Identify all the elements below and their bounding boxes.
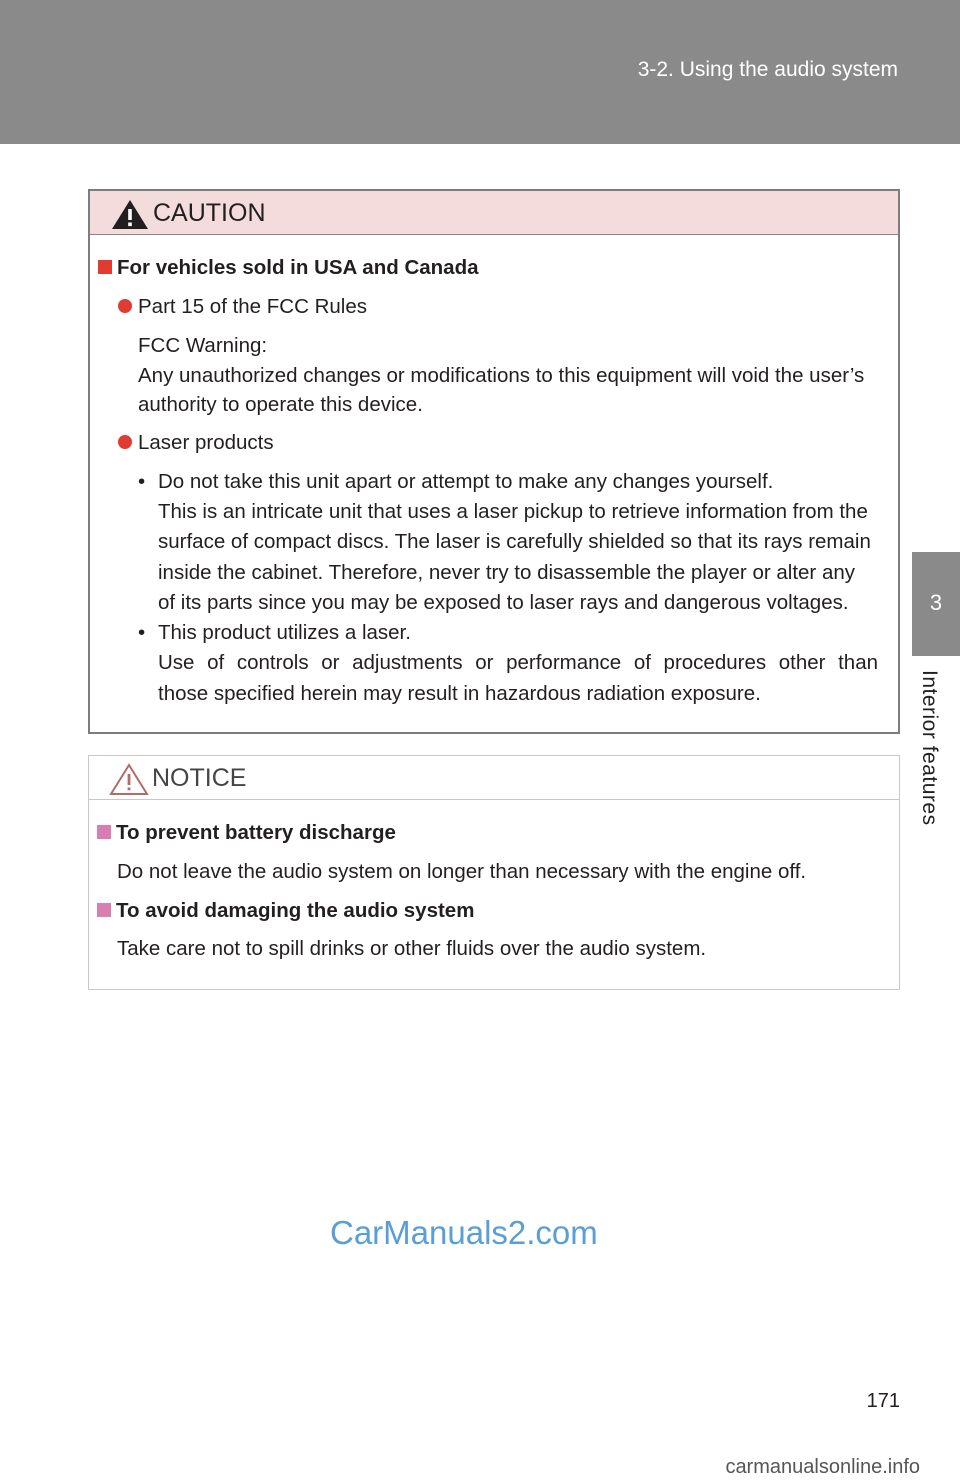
square-marker-icon <box>98 260 112 274</box>
laser-bullet-text: inside the cabinet. Therefore, never try to disassemble the player or alter any <box>158 561 855 584</box>
warning-triangle-outline-icon <box>109 762 149 796</box>
section-title: 3-2. Using the audio system <box>637 58 898 81</box>
bullet-dot-icon <box>118 299 132 313</box>
notice-text: Do not leave the audio system on longer than necessary with the engine off. <box>117 860 807 883</box>
fcc-warning-text: authority to operate this device. <box>138 393 423 416</box>
laser-bullet-text: This product utilizes a laser. <box>158 621 411 644</box>
caution-section-heading: For vehicles sold in USA and Canada <box>98 253 479 283</box>
notice-label: NOTICE <box>152 764 247 792</box>
laser-bullet-text: surface of compact discs. The laser is carefully shielded so that its rays remain <box>158 530 871 553</box>
footer-watermark: carmanualsonline.info <box>725 1456 920 1478</box>
caution-box <box>88 189 900 734</box>
caution-header <box>90 191 898 235</box>
notice-text: Take care not to spill drinks or other fluids over the audio system. <box>117 937 707 960</box>
notice-section-heading: To avoid damaging the audio system <box>97 896 474 926</box>
page-header <box>0 0 960 144</box>
watermark-text: CarManuals2.com <box>330 1214 598 1251</box>
laser-bullet-text: Use of controls or adjustments or performance of procedures other than <box>158 651 878 674</box>
notice-box <box>88 755 900 990</box>
chapter-number: 3 <box>929 590 943 615</box>
laser-bullet-text: of its parts since you may be exposed to laser rays and dangerous voltages. <box>158 591 849 614</box>
chapter-label: Interior features <box>918 670 941 826</box>
fcc-warning-text: Any unauthorized changes or modifications to this equipment will void the user’s <box>138 364 865 387</box>
laser-bullet-text: Do not take this unit apart or attempt to make any changes yourself. <box>158 470 774 493</box>
notice-header <box>89 756 899 800</box>
caution-item-fcc: Part 15 of the FCC Rules <box>118 292 367 322</box>
chapter-tab <box>912 552 960 656</box>
bullet-dot-icon <box>118 435 132 449</box>
square-marker-icon <box>97 903 111 917</box>
laser-bullet-text: those specified herein may result in hazardous radiation exposure. <box>158 682 761 705</box>
warning-triangle-icon <box>110 197 150 231</box>
notice-section-heading: To prevent battery discharge <box>97 818 396 848</box>
square-marker-icon <box>97 825 111 839</box>
laser-bullet-mark: • <box>138 621 146 644</box>
caution-item-laser: Laser products <box>118 428 274 458</box>
page-number: 171 <box>866 1390 900 1412</box>
laser-bullet-mark: • <box>138 470 146 493</box>
caution-label: CAUTION <box>153 199 266 227</box>
fcc-warning-label: FCC Warning: <box>138 334 268 357</box>
laser-bullet-text: This is an intricate unit that uses a laser pickup to retrieve information from the <box>158 500 868 523</box>
